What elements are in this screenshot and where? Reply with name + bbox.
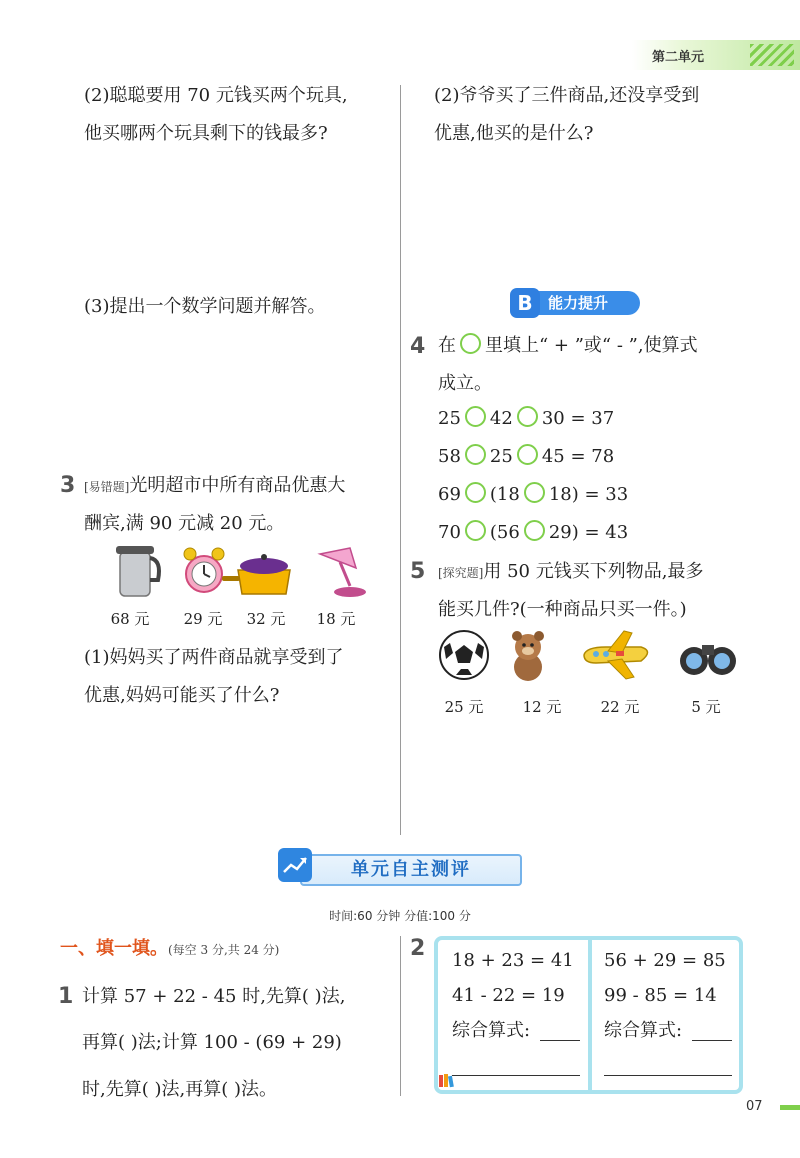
q3-number: 3 [60, 473, 76, 498]
q3-price-1: 29 元 [183, 610, 223, 628]
pot-icon [222, 554, 290, 594]
q5-price-3: 5 元 [691, 698, 721, 716]
q3-price-2: 32 元 [246, 610, 286, 628]
q1-line1: 计算 57 + 22 - 45 时,先算( )法, [82, 986, 346, 1007]
q3-tag: [易错题] [84, 480, 130, 494]
q4-row3-a: 70 [438, 522, 461, 543]
section1-title: 一、填一填。 [60, 938, 168, 959]
chart-trend-svg [278, 848, 312, 882]
q2-right-eq1: 56 + 29 = 85 [604, 950, 726, 971]
section1-heading [60, 932, 279, 967]
q2-left-eq2: 41 - 22 = 19 [452, 985, 565, 1006]
q3-2-line1: (2)爷爷买了三件商品,还没享受到 [434, 85, 700, 106]
q5-price-0: 25 元 [444, 698, 484, 716]
q3-line2: 酬宾,满 90 元减 20 元。 [84, 513, 285, 534]
badge-label: 能力提升 [534, 291, 640, 315]
answer-circle[interactable] [465, 520, 486, 541]
books-icon [438, 1072, 456, 1092]
q4-row0-b: 42 [489, 408, 513, 429]
q4-row1-b: 25 [489, 446, 513, 467]
q2-left-blank-short[interactable] [540, 1040, 580, 1041]
q1-line3: 时,先算( )法,再算( )法。 [82, 1079, 277, 1100]
q4-row0-a: 25 [438, 408, 461, 429]
q4-row2-c: 18) = 33 [548, 484, 629, 505]
q4-row-1 [438, 440, 614, 474]
answer-circle[interactable] [524, 482, 545, 503]
q2-left-combined-label: 综合算式: [452, 1020, 531, 1041]
q3-line1-text: 光明超市中所有商品优惠大 [129, 475, 346, 496]
answer-circle [460, 333, 481, 354]
q3-sub1-line1: (1)妈妈买了两件商品就享受到了 [84, 647, 344, 668]
column-divider [400, 85, 401, 835]
q4-row1-c: 45 = 78 [541, 446, 615, 467]
badge-letter: B [510, 288, 540, 318]
books-svg [438, 1072, 456, 1088]
q4-number: 4 [410, 334, 426, 359]
q5-line1-text: 用 50 元钱买下列物品,最多 [483, 561, 704, 582]
time-score-line: 时间:60 分钟 分值:100 分 [329, 909, 471, 923]
q4-line1-a: 在 [438, 335, 456, 356]
q2-right-blank-long[interactable] [604, 1075, 732, 1076]
answer-circle[interactable] [524, 520, 545, 541]
q5-line2: 能买几件?(一种商品只买一件。) [438, 599, 687, 620]
soccer-ball-icon [440, 631, 488, 679]
q1-line2: 再算( )法;计算 100 - (69 + 29) [82, 1032, 342, 1053]
binoculars-icon [680, 645, 736, 675]
q2-3-text: (3)提出一个数学问题并解答。 [84, 296, 326, 317]
q4-row1-a: 58 [438, 446, 461, 467]
q2-right-combined-label: 综合算式: [604, 1020, 683, 1041]
banner-title: 单元自主测评 [300, 854, 522, 886]
page-number: 07 [746, 1099, 763, 1114]
q2-number: 2 [410, 936, 426, 961]
chart-trend-icon [278, 848, 312, 882]
teddy-bear-icon [512, 631, 544, 681]
q2-left-eq1: 18 + 23 = 41 [452, 950, 574, 971]
kettle-icon [116, 546, 159, 596]
answer-circle[interactable] [465, 406, 486, 427]
unit-title: 第二单元 [652, 50, 705, 65]
q4-line2: 成立。 [438, 373, 492, 394]
q3-2-line2: 优惠,他买的是什么? [434, 123, 594, 144]
alarm-clock-icon [184, 548, 224, 592]
q2-right-eq2: 99 - 85 = 14 [604, 985, 717, 1006]
ability-badge [510, 288, 640, 318]
bottom-column-divider [400, 936, 401, 1096]
q2-2-line1: (2)聪聪要用 70 元钱买两个玩具, [84, 85, 348, 106]
page-number-bar [780, 1105, 800, 1110]
q4-row0-c: 30 = 37 [541, 408, 615, 429]
q1-number: 1 [58, 984, 74, 1009]
q4-row-3 [438, 516, 628, 550]
stripes-decoration [750, 44, 794, 66]
q4-row3-c: 29) = 43 [548, 522, 629, 543]
section1-note: (每空 3 分,共 24 分) [168, 943, 280, 957]
q5-tag: [探究题] [438, 566, 484, 580]
q4-line1-b: 里填上“ + ”或“ - ”,使算式 [485, 335, 698, 356]
q5-price-1: 12 元 [522, 698, 562, 716]
q2-right-blank-short[interactable] [692, 1040, 732, 1041]
box-divider [588, 940, 592, 1090]
q5-line1 [438, 555, 703, 590]
q4-row-2 [438, 478, 628, 512]
q5-item-images [436, 625, 756, 685]
q3-item-images [110, 540, 410, 600]
desk-lamp-icon [320, 548, 366, 597]
q5-number: 5 [410, 559, 426, 584]
q3-price-0: 68 元 [110, 610, 150, 628]
q3-items-svg [110, 540, 410, 600]
q5-price-2: 22 元 [600, 698, 640, 716]
q4-row2-a: 69 [438, 484, 461, 505]
q3-sub1-line2: 优惠,妈妈可能买了什么? [84, 685, 280, 706]
q4-row-0 [438, 402, 614, 436]
q4-line1 [438, 329, 698, 363]
toy-plane-icon [584, 631, 648, 679]
unit-header-tab [632, 40, 800, 70]
answer-circle[interactable] [465, 444, 486, 465]
q3-price-3: 18 元 [316, 610, 356, 628]
unit-test-banner [278, 852, 522, 888]
q4-row3-b: (56 [489, 522, 520, 543]
answer-circle[interactable] [517, 444, 538, 465]
q2-2-line2: 他买哪两个玩具剩下的钱最多? [84, 123, 328, 144]
q4-row2-b: (18 [489, 484, 520, 505]
answer-circle[interactable] [465, 482, 486, 503]
q3-line1 [84, 469, 345, 504]
q5-items-svg [436, 625, 756, 685]
q2-left-blank-long[interactable] [452, 1075, 580, 1076]
answer-circle[interactable] [517, 406, 538, 427]
